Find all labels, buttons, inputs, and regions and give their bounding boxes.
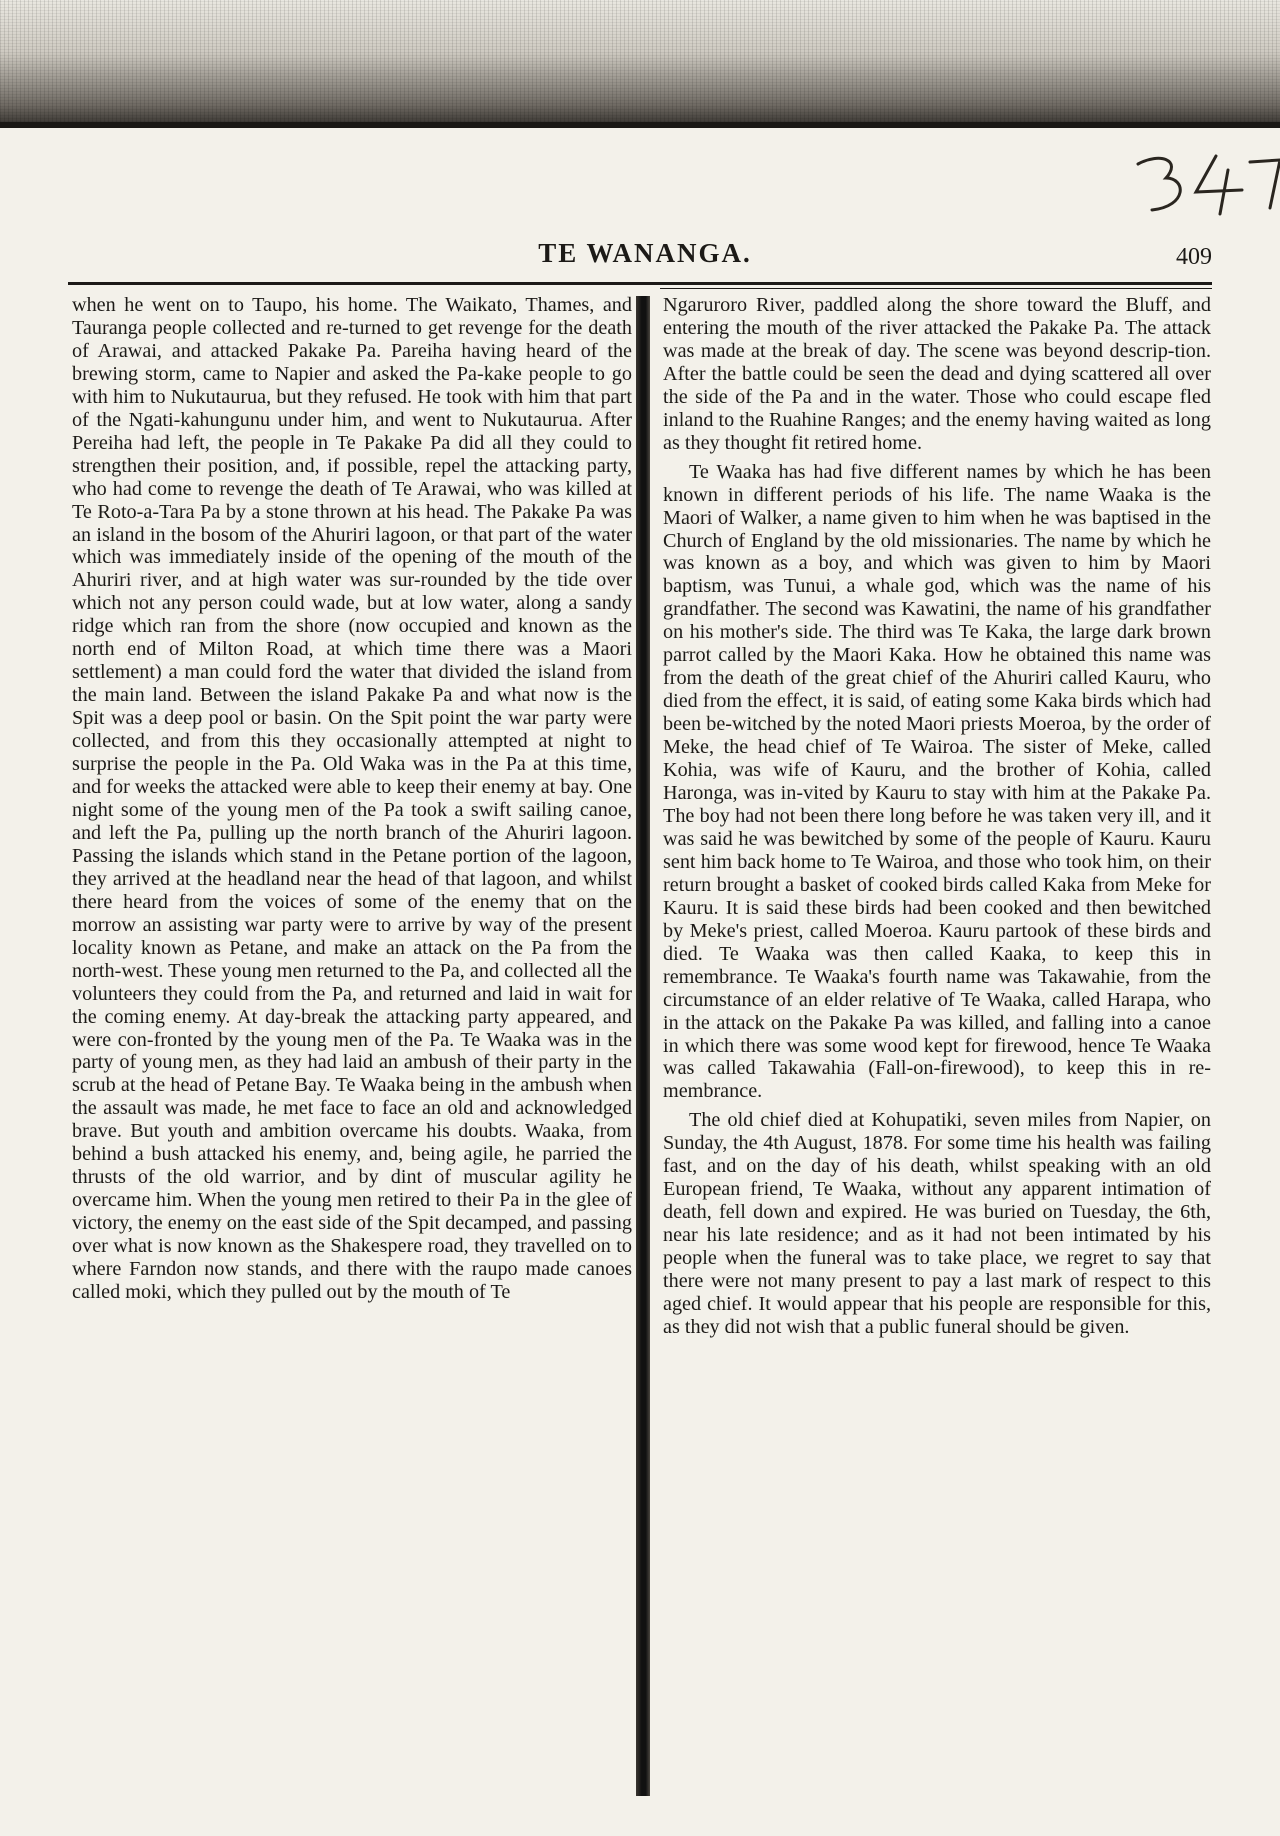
left-paragraph-1: when he went on to Taupo, his home. The Waikato, Thames, and Tauranga people collected and re-turned to get revenge for the death of Arawai, and attacked Pakake Pa. Pareiha having heard of the brewing storm, came to Napier and asked the Pa-kake people to go with him to Nukutaurua, but they refused. He took with him that part of the Ngati-kahungunu under him, and went to Nukutaurua. After Pereiha had left, the people in Te Pakake Pa did all they could to strengthen their position, and, if possible, repel the attacking party, who had come to revenge the death of Te Arawai, who was killed at Te Roto-a-Tara Pa by a stone thrown at his head. The Pakake Pa was an island in the bosom of the Ahuriri lagoon, or that part of the water which was immediately inside of the opening of the mouth of the Ahuriri river, and at high water was sur-rounded by the tide over which not any person could wade, but at low water, along a sandy ridge which ran from the shore (now occupied and known as the north end of Milton Road, at which time there was a Maori settlement) a man could ford the water that divided the island from the main land. Between the island Pakake Pa and what now is the Spit was a deep pool or basin. On the Spit point the war party were collected, and from this they occasionally attempted at night to surprise the people in the Pa. Old Waka was in the Pa at this time, and for weeks the attacked were able to keep their enemy at bay. One night some of the young men of the Pa took a swift sailing canoe, and left the Pa, pulling up the north branch of the Ahuriri lagoon. Passing the islands which stand in the Petane portion of the lagoon, they arrived at the headland near the head of that lagoon, and whilst there heard from the voices of some of the enemy that on the morrow an assisting war party were to arrive by way of the present locality known as Petane, and make an attack on the Pa from the north-west. These young men returned to the Pa, and collected all the volunteers they could from the Pa, and returned and laid in wait for the coming enemy. At day-break the attacking party appeared, and were con-fronted by the young men of the Pa. Te Waaka was in the party of young men, as they had laid an ambush of their party in the scrub at the head of Petane Bay. Te Waaka being in the ambush when the assault was made, he met face to face an old and acknowledged brave. But youth and ambition overcame his doubts. Waaka, from behind a bush attacked his enemy, and, being agile, he parried the thrusts of the old warrior, and by dint of muscular agility he overcame him. When the young men retired to their Pa in the glee of victory, the enemy on the east side of the Spit decamped, and passing over what is now known as the Shakespere road, they travelled on to where Farndon now stands, and there with the raupo made canoes called moki, which they pulled out by the mouth of Te [72, 294, 632, 1303]
page-edge-shadow [0, 122, 1280, 128]
header-rule-thin [660, 288, 1212, 289]
column-divider [636, 296, 650, 1796]
left-column [72, 294, 632, 1304]
page-number: 409 [1176, 244, 1212, 270]
right-paragraph-2: Te Waaka has had five different names by which he has been known in different periods of his life. The name Waaka is the Maori of Walker, a name given to him when he was baptised in the Church of England by the old missionaries. The name by which he was known as a boy, and which was given to him by Maori baptism, was Tunui, a whale god, which was the name of his grandfather. The second was Kawatini, the name of his grandfather on his mother's side. The third was Te Kaka, the large dark brown parrot called by the Maori Kaka. How he obtained this name was from the death of the great chief of the Ahuriri called Kauru, who died from the effect, it is said, of eating some Kaka birds which had been be-witched by the noted Maori priests Moeroa, by the order of Meke, the head chief of Te Wairoa. The sister of Meke, called Kohia, was wife of Kauru, and the brother of Kohia, called Haronga, was in-vited by Kauru to stay with him at the Pakake Pa. The boy had not been there long before he was taken very ill, and it was said he was bewitched by some of the people of Kauru. Kauru sent him back home to Te Wairoa, and those who took him, on their return brought a basket of cooked birds called Kaka from Meke for Kauru. It is said these birds had been cooked and then bewitched by Meke's priest, called Moeroa. Kauru partook of these birds and died. Te Waaka was then called Kaaka, to keep this in remembrance. Te Waaka's fourth name was Takawahie, from the circumstance of an elder relative of Te Waaka, called Harapa, who in the attack on the Pakake Pa was killed, and falling into a canoe in which there was some wood kept for firewood, hence Te Waaka was called Takawahia (Fall-on-firewood), to keep this in re-membrance. [663, 460, 1211, 1103]
handwritten-folio-drawing [1130, 148, 1280, 218]
right-column [663, 294, 1211, 1339]
handwritten-folio-mark [1130, 148, 1280, 218]
publication-title: TE WANANGA. [538, 238, 752, 268]
right-paragraph-1: Ngaruroro River, paddled along the shore toward the Bluff, and entering the mouth of the river attacked the Pakake Pa. The attack was made at the break of day. The scene was beyond descrip-tion. After the battle could be seen the dead and dying scattered all over the side of the Pa and in the water. Those who could escape fled inland to the Ruahine Ranges; and the enemy having waited as long as they thought fit retired home. [663, 294, 1211, 454]
scanned-page-top-edge [0, 0, 1280, 128]
running-head [70, 238, 1220, 278]
right-paragraph-3: The old chief died at Kohupatiki, seven miles from Napier, on Sunday, the 4th August, 1878. For some time his health was failing fast, and on the day of his death, whilst speaking with an old European friend, Te Waaka, without any apparent intimation of death, fell down and expired. He was buried on Tuesday, the 6th, near his late residence; and as it had not been intimated by his people when the funeral was to take place, we regret to say that there were not many present to pay a last mark of respect to this aged chief. It would appear that his people are responsible for this, as they did not wish that a public funeral should be given. [663, 1109, 1211, 1338]
header-rule [68, 282, 1212, 285]
